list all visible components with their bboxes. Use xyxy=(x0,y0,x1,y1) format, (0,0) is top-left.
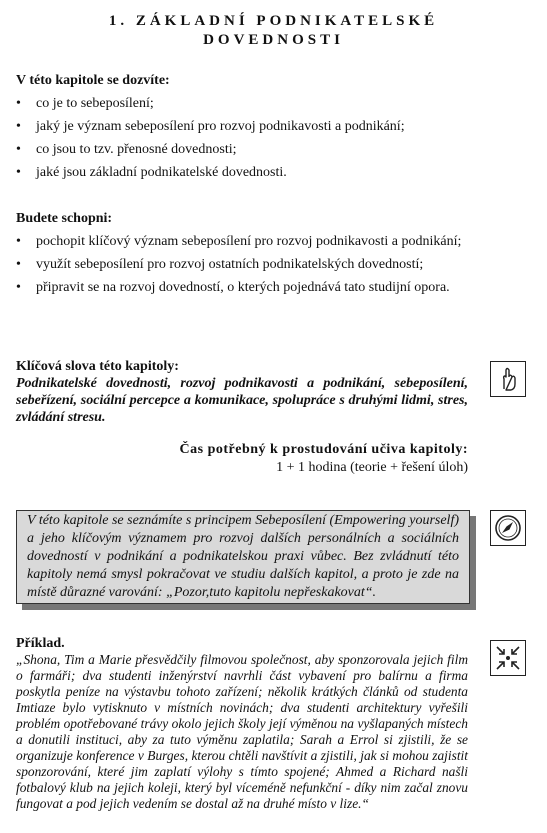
chapter-title-line2: DOVEDNOSTI xyxy=(203,32,344,48)
learn-heading: V této kapitole se dozvíte: xyxy=(16,73,170,88)
list-item: • jaké jsou základní podnikatelské dovednosti. xyxy=(16,165,287,180)
bullet: • xyxy=(16,257,21,272)
able-heading: Budete schopni: xyxy=(16,211,113,226)
notice-box: V této kapitole se seznámíte s principem Sebeposílení (Empowering yourself) a jeho klíčovým významem pro rozvoj dalších personálních a sociálních dovedností v podnikání a podnikatelskou praxi vůbec. Bez zvládnutí této kapitoly nemá smysl pokračovat ve studiu dalších kapitol, a proto je zde na místě důrazné varování: „Pozor,tuto kapitolu nepřeskakovat“. xyxy=(16,510,470,604)
list-item: • připravit se na rozvoj dovedností, o kterých pojednává tato studijní opora. xyxy=(16,280,450,295)
bullet: • xyxy=(16,119,21,134)
list-item: • co je to sebeposílení; xyxy=(16,96,154,111)
example-label: Příklad. xyxy=(16,636,65,651)
bullet: • xyxy=(16,234,21,249)
bullet: • xyxy=(16,142,21,157)
able-list xyxy=(16,232,472,301)
list-item: • jaký je význam sebeposílení pro rozvoj podnikavosti a podnikání; xyxy=(16,119,405,134)
list-item: • využít sebeposílení pro rozvoj ostatních podnikatelských dovedností; xyxy=(16,257,424,272)
bullet: • xyxy=(16,165,21,180)
keywords-text: Podnikatelské dovednosti, rozvoj podnikavosti a podnikání, sebeposílení, sebeřízení, sociální percepce a komunikace, spolupráce s druhými lidmi, stres, zvládání stresu. xyxy=(16,376,468,425)
arrows-in-icon xyxy=(490,640,526,676)
study-time-value: 1 + 1 hodina (teorie + řešení úloh) xyxy=(276,460,468,475)
study-time-label: Čas potřebný k prostudování učiva kapitoly: xyxy=(179,442,468,457)
bullet: • xyxy=(16,280,21,295)
list-item: • pochopit klíčový význam sebeposílení pro rozvoj podnikavosti a podnikání; xyxy=(16,234,462,249)
keywords-label: Klíčová slova této kapitoly: xyxy=(16,359,179,374)
chapter-title-line1: 1. ZÁKLADNÍ PODNIKATELSKÉ xyxy=(108,13,439,29)
learn-list xyxy=(16,94,472,186)
pointing-hand-icon xyxy=(490,361,526,397)
compass-icon xyxy=(490,510,526,546)
example-text: „Shona, Tim a Marie přesvědčily filmovou společnost, aby sponzorovala jejich film o farmáři; dva studenti inženýrství navrhli část vybavení pro balírnu a firma poskytla peníze na výstavbu tohoto zařízení; několik krátkých článků od studenta Imtiaze bylo vytisknuto v místních novinách; dva studenti architektury vyřešili problém opotřebované trávy okolo jejich školy její výměnou na vyšlapaných místech a donutili instituci, aby za tuto výměnu zaplatila; Sarah a Errol si zjistili, že se organizuje konference v Burges, kterou chtěli navštívit a zjistili, jak si mohou zajistit sponzorování, které jim zaplatí výlohy s tímto spojené; Ahmed a Richard našli fotbalový klub na jejich koleji, který byl víceméně nefunkční - díky nim začal znovu fungovat a pod jejich vedením se dostal až na druhé místo v lize.“ xyxy=(16,652,468,811)
bullet: • xyxy=(16,96,21,111)
list-item: • co jsou to tzv. přenosné dovednosti; xyxy=(16,142,237,157)
